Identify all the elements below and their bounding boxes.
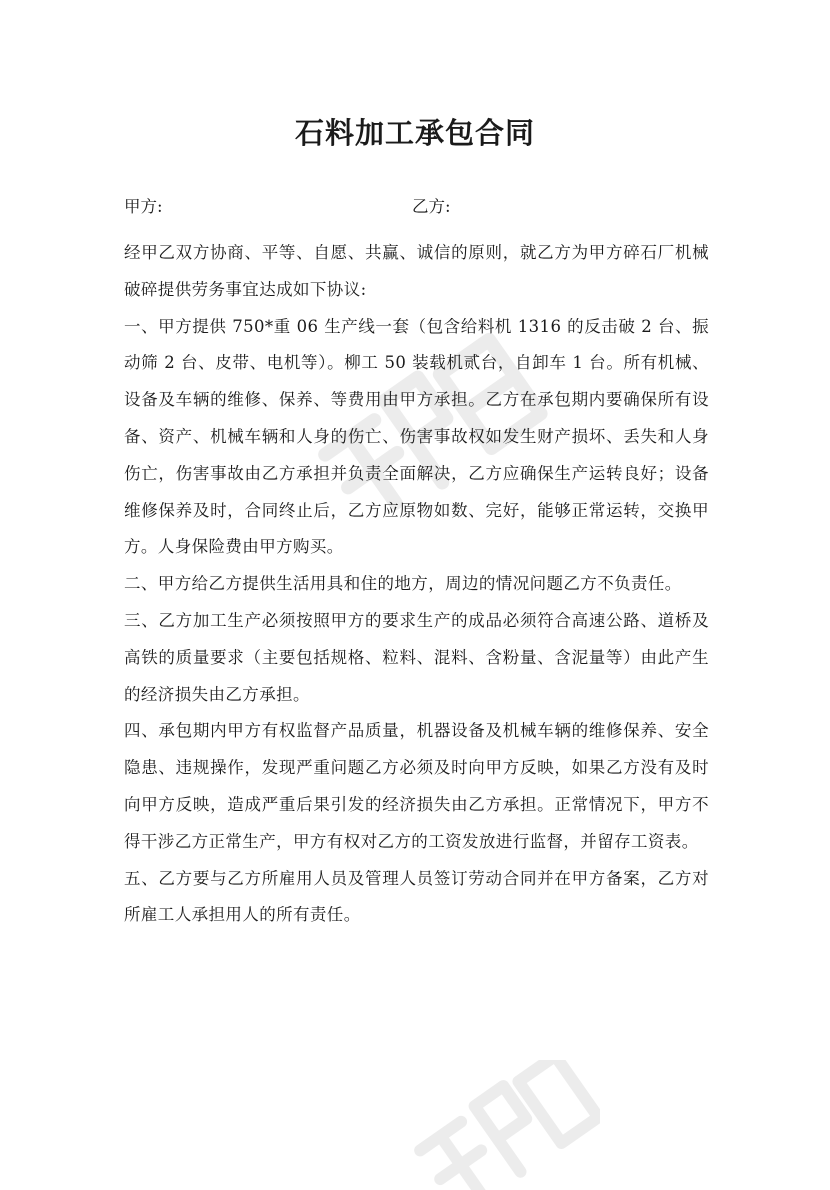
document-title: 石料加工承包合同: [294, 116, 535, 150]
contract-body: [124, 235, 709, 934]
clause-4: 四、承包期内甲方有权监督产品质量，机器设备及机械车辆的维修保养、安全隐患、违规操作，发现严重问题乙方必须及时向甲方反映，如果乙方没有及时向甲方反映，造成严重后果引发的经济损失由乙方承担。正常情况下，甲方不得干涉乙方正常生产，甲方有权对乙方的工资发放进行监督，并留存工资表。: [124, 721, 709, 851]
party-a-label: 甲方:: [124, 197, 163, 216]
clause-3: 三、乙方加工生产必须按照甲方的要求生产的成品必须符合高速公路、道桥及高铁的质量要求（主要包括规格、粒料、混料、含粉量、含泥量等）由此产生的经济损失由乙方承担。: [124, 610, 709, 704]
watermark-logo-bottom-icon: [400, 1060, 600, 1190]
clause-5: 五、乙方要与乙方所雇用人员及管理人员签订劳动合同并在甲方备案，乙方对所雇工人承担用人的所有责任。: [124, 868, 709, 925]
clause-2: 二、甲方给乙方提供生活用具和住的地方，周边的情况问题乙方不负责任。: [124, 574, 682, 594]
parties-line: [124, 194, 714, 220]
clause-1: 一、甲方提供 750*重 06 生产线一套（包含给料机 1316 的反击破 2 台、振动筛 2 台、皮带、电机等）。柳工 50 装载机贰台，自卸车 1 台。所有机械、设备及车辆的维修、保养、等费用由甲方承担。乙方在承包期内要确保所有设备、资产、机械车辆和人身的伤亡、伤害事故权如发生财产损坏、丢失和人身伤亡，伤害事故由乙方承担并负责全面解决，乙方应确保生产运转良好；设备维修保养及时，合同终止后，乙方应原物如数、完好，能够正常运转，交换甲方。人身保险费由甲方购买。: [124, 316, 709, 557]
paragraph-intro: 经甲乙双方协商、平等、自愿、共赢、诚信的原则，就乙方为甲方碎石厂机械破碎提供劳务事宜达成如下协议:: [124, 243, 709, 299]
party-b-label: 乙方:: [412, 197, 451, 216]
